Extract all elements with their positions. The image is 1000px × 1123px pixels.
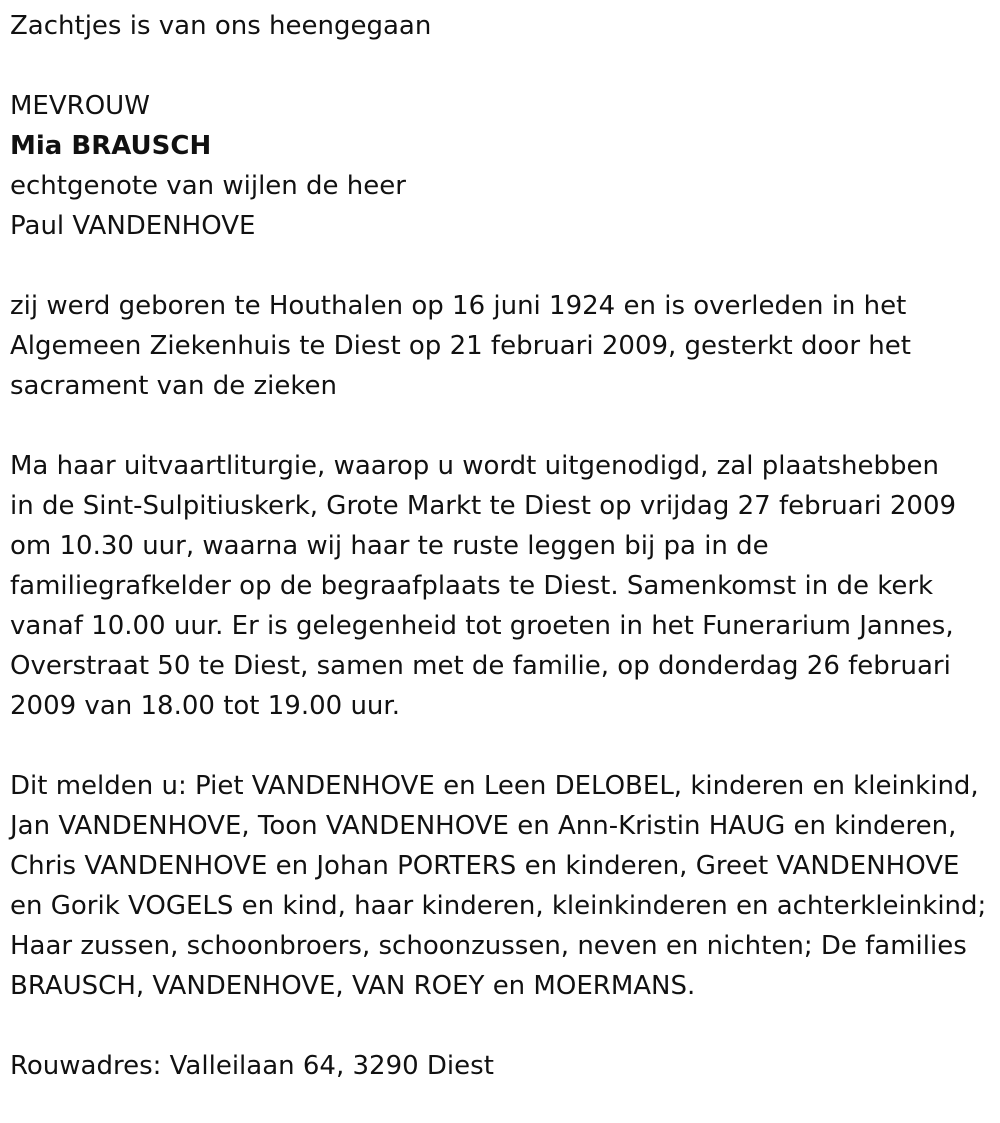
intro-text: Zachtjes is van ons heengegaan	[10, 11, 432, 41]
obituary-notice	[10, 0, 995, 1086]
paragraph-line: BRAUSCH, VANDENHOVE, VAN ROEY en MOERMANS.	[10, 971, 696, 1001]
funeral-paragraph	[10, 446, 995, 726]
paragraph-line: Haar zussen, schoonbroers, schoonzussen, neven en nichten; De families	[10, 931, 967, 961]
spouse-name: Paul VANDENHOVE	[10, 211, 256, 241]
mourning-address: Rouwadres: Valleilaan 64, 3290 Diest	[10, 1051, 494, 1081]
paragraph-line: sacrament van de zieken	[10, 371, 337, 401]
paragraph-line: Jan VANDENHOVE, Toon VANDENHOVE en Ann-Kristin HAUG en kinderen,	[10, 811, 957, 841]
paragraph-line: Overstraat 50 te Diest, samen met de familie, op donderdag 26 februari	[10, 651, 951, 681]
paragraph-line: om 10.30 uur, waarna wij haar te ruste leggen bij pa in de	[10, 531, 769, 561]
paragraph-line: in de Sint-Sulpitiuskerk, Grote Markt te Diest op vrijdag 27 februari 2009	[10, 491, 957, 521]
paragraph-line: en Gorik VOGELS en kind, haar kinderen, kleinkinderen en achterkleinkind;	[10, 891, 987, 921]
paragraph-line: Dit melden u: Piet VANDENHOVE en Leen DELOBEL, kinderen en kleinkind,	[10, 771, 979, 801]
deceased-name: Mia BRAUSCH	[10, 131, 212, 161]
paragraph-line: Algemeen Ziekenhuis te Diest op 21 februari 2009, gesterkt door het	[10, 331, 911, 361]
relation-text: echtgenote van wijlen de heer	[10, 171, 406, 201]
birth-death-paragraph	[10, 286, 995, 406]
paragraph-line: vanaf 10.00 uur. Er is gelegenheid tot groeten in het Funerarium Jannes,	[10, 611, 954, 641]
paragraph-line: 2009 van 18.00 tot 19.00 uur.	[10, 691, 400, 721]
paragraph-line: Ma haar uitvaartliturgie, waarop u wordt uitgenodigd, zal plaatshebben	[10, 451, 940, 481]
paragraph-line: Chris VANDENHOVE en Johan PORTERS en kinderen, Greet VANDENHOVE	[10, 851, 960, 881]
paragraph-line: zij werd geboren te Houthalen op 16 juni 1924 en is overleden in het	[10, 291, 907, 321]
honorific-title: MEVROUW	[10, 91, 150, 121]
paragraph-line: familiegrafkelder op de begraafplaats te Diest. Samenkomst in de kerk	[10, 571, 934, 601]
family-paragraph	[10, 766, 995, 1006]
